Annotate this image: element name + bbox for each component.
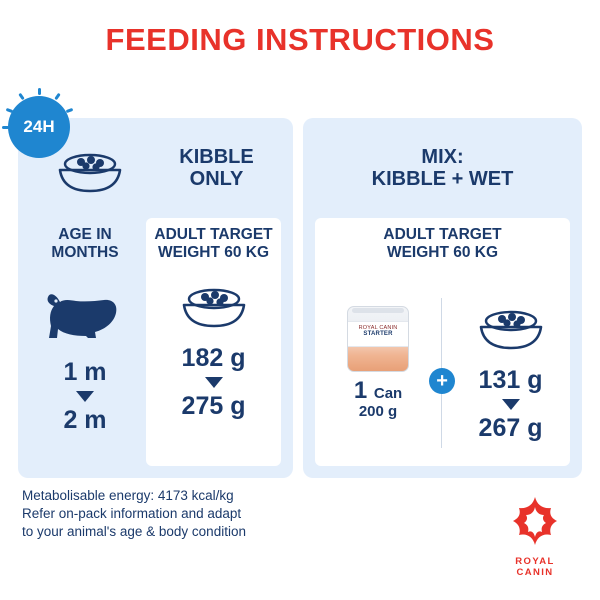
panel-mix-heading [303,118,582,191]
mix-kibble-group [455,306,566,443]
kibble-bowl-icon [475,306,547,352]
kibble-only-target-header [146,226,281,262]
kibble-target-header-line1: ADULT TARGET [154,226,273,243]
mix-amount-2: 267 g [478,414,543,442]
panel-mix-kibble-wet [303,118,582,478]
can-weight: 200 g [358,403,398,421]
kibble-bowl-icon [178,284,250,330]
clock-tick-icon [38,88,41,95]
kibble-amount-1: 182 g [181,343,246,372]
can-lid-icon [352,308,404,313]
can-count-unit: Can [373,385,403,402]
badge-24h-label: 24H [23,117,55,136]
mix-target-header [315,226,570,262]
footnote-line-1: Metabolisable energy: 4173 kcal/kg [22,488,234,503]
mix-target-column [315,226,570,262]
kibble-amount-arrow-icon [205,377,223,388]
kibble-target-header-line2: WEIGHT 60 KG [157,243,270,261]
plus-symbol: + [436,370,448,392]
can-label-band [348,321,408,347]
footnote-line-3: to your animal's age & body condition [22,524,246,540]
can-brand-text: ROYAL CANIN [358,325,398,331]
mix-target-header-line1: ADULT TARGET [383,226,502,243]
footnote [22,487,246,542]
can-count-number: 1 [353,377,368,404]
age-value-1: 1 m [63,357,107,386]
panel-mix-heading-line1: MIX: [421,146,464,168]
royal-canin-crest-icon [507,495,563,549]
wet-can-group [325,306,431,420]
panel-kibble-only [18,118,293,478]
panel-kibble-only-heading-line2: ONLY [189,168,244,191]
panel-kibble-only-heading-line1: KIBBLE [179,146,254,168]
age-value-2: 2 m [63,405,107,434]
brand-logo-text: ROYAL CANIN [515,556,555,578]
age-header-line1: AGE IN [58,226,112,243]
can-count [325,378,431,403]
badge-24h [8,96,70,158]
kibble-amount-2: 275 g [181,391,246,420]
puppy-silhouette-icon [42,288,128,342]
can-product-text: STARTER [363,331,393,337]
age-column-header [30,218,140,262]
page-title: FEEDING INSTRUCTIONS [105,22,495,57]
kibble-bowl-icon [54,150,126,194]
footnote-line-2: Refer on-pack information and adapt [22,506,242,522]
wet-food-can-icon [347,306,409,372]
clock-tick-icon [54,93,60,100]
age-column [30,218,140,435]
brand-logo [496,495,574,578]
clock-tick-icon [66,108,74,113]
panels-container [18,118,582,478]
panel-mix-heading-line2: KIBBLE + WET [371,168,514,191]
mix-amount-1: 131 g [478,366,543,394]
kibble-only-target-column [146,226,281,421]
age-header-line2: MONTHS [51,243,119,261]
mix-amount-arrow-icon [502,399,520,410]
age-arrow-icon [76,391,94,402]
plus-icon [429,368,455,394]
mix-target-header-line2: WEIGHT 60 KG [386,243,499,261]
